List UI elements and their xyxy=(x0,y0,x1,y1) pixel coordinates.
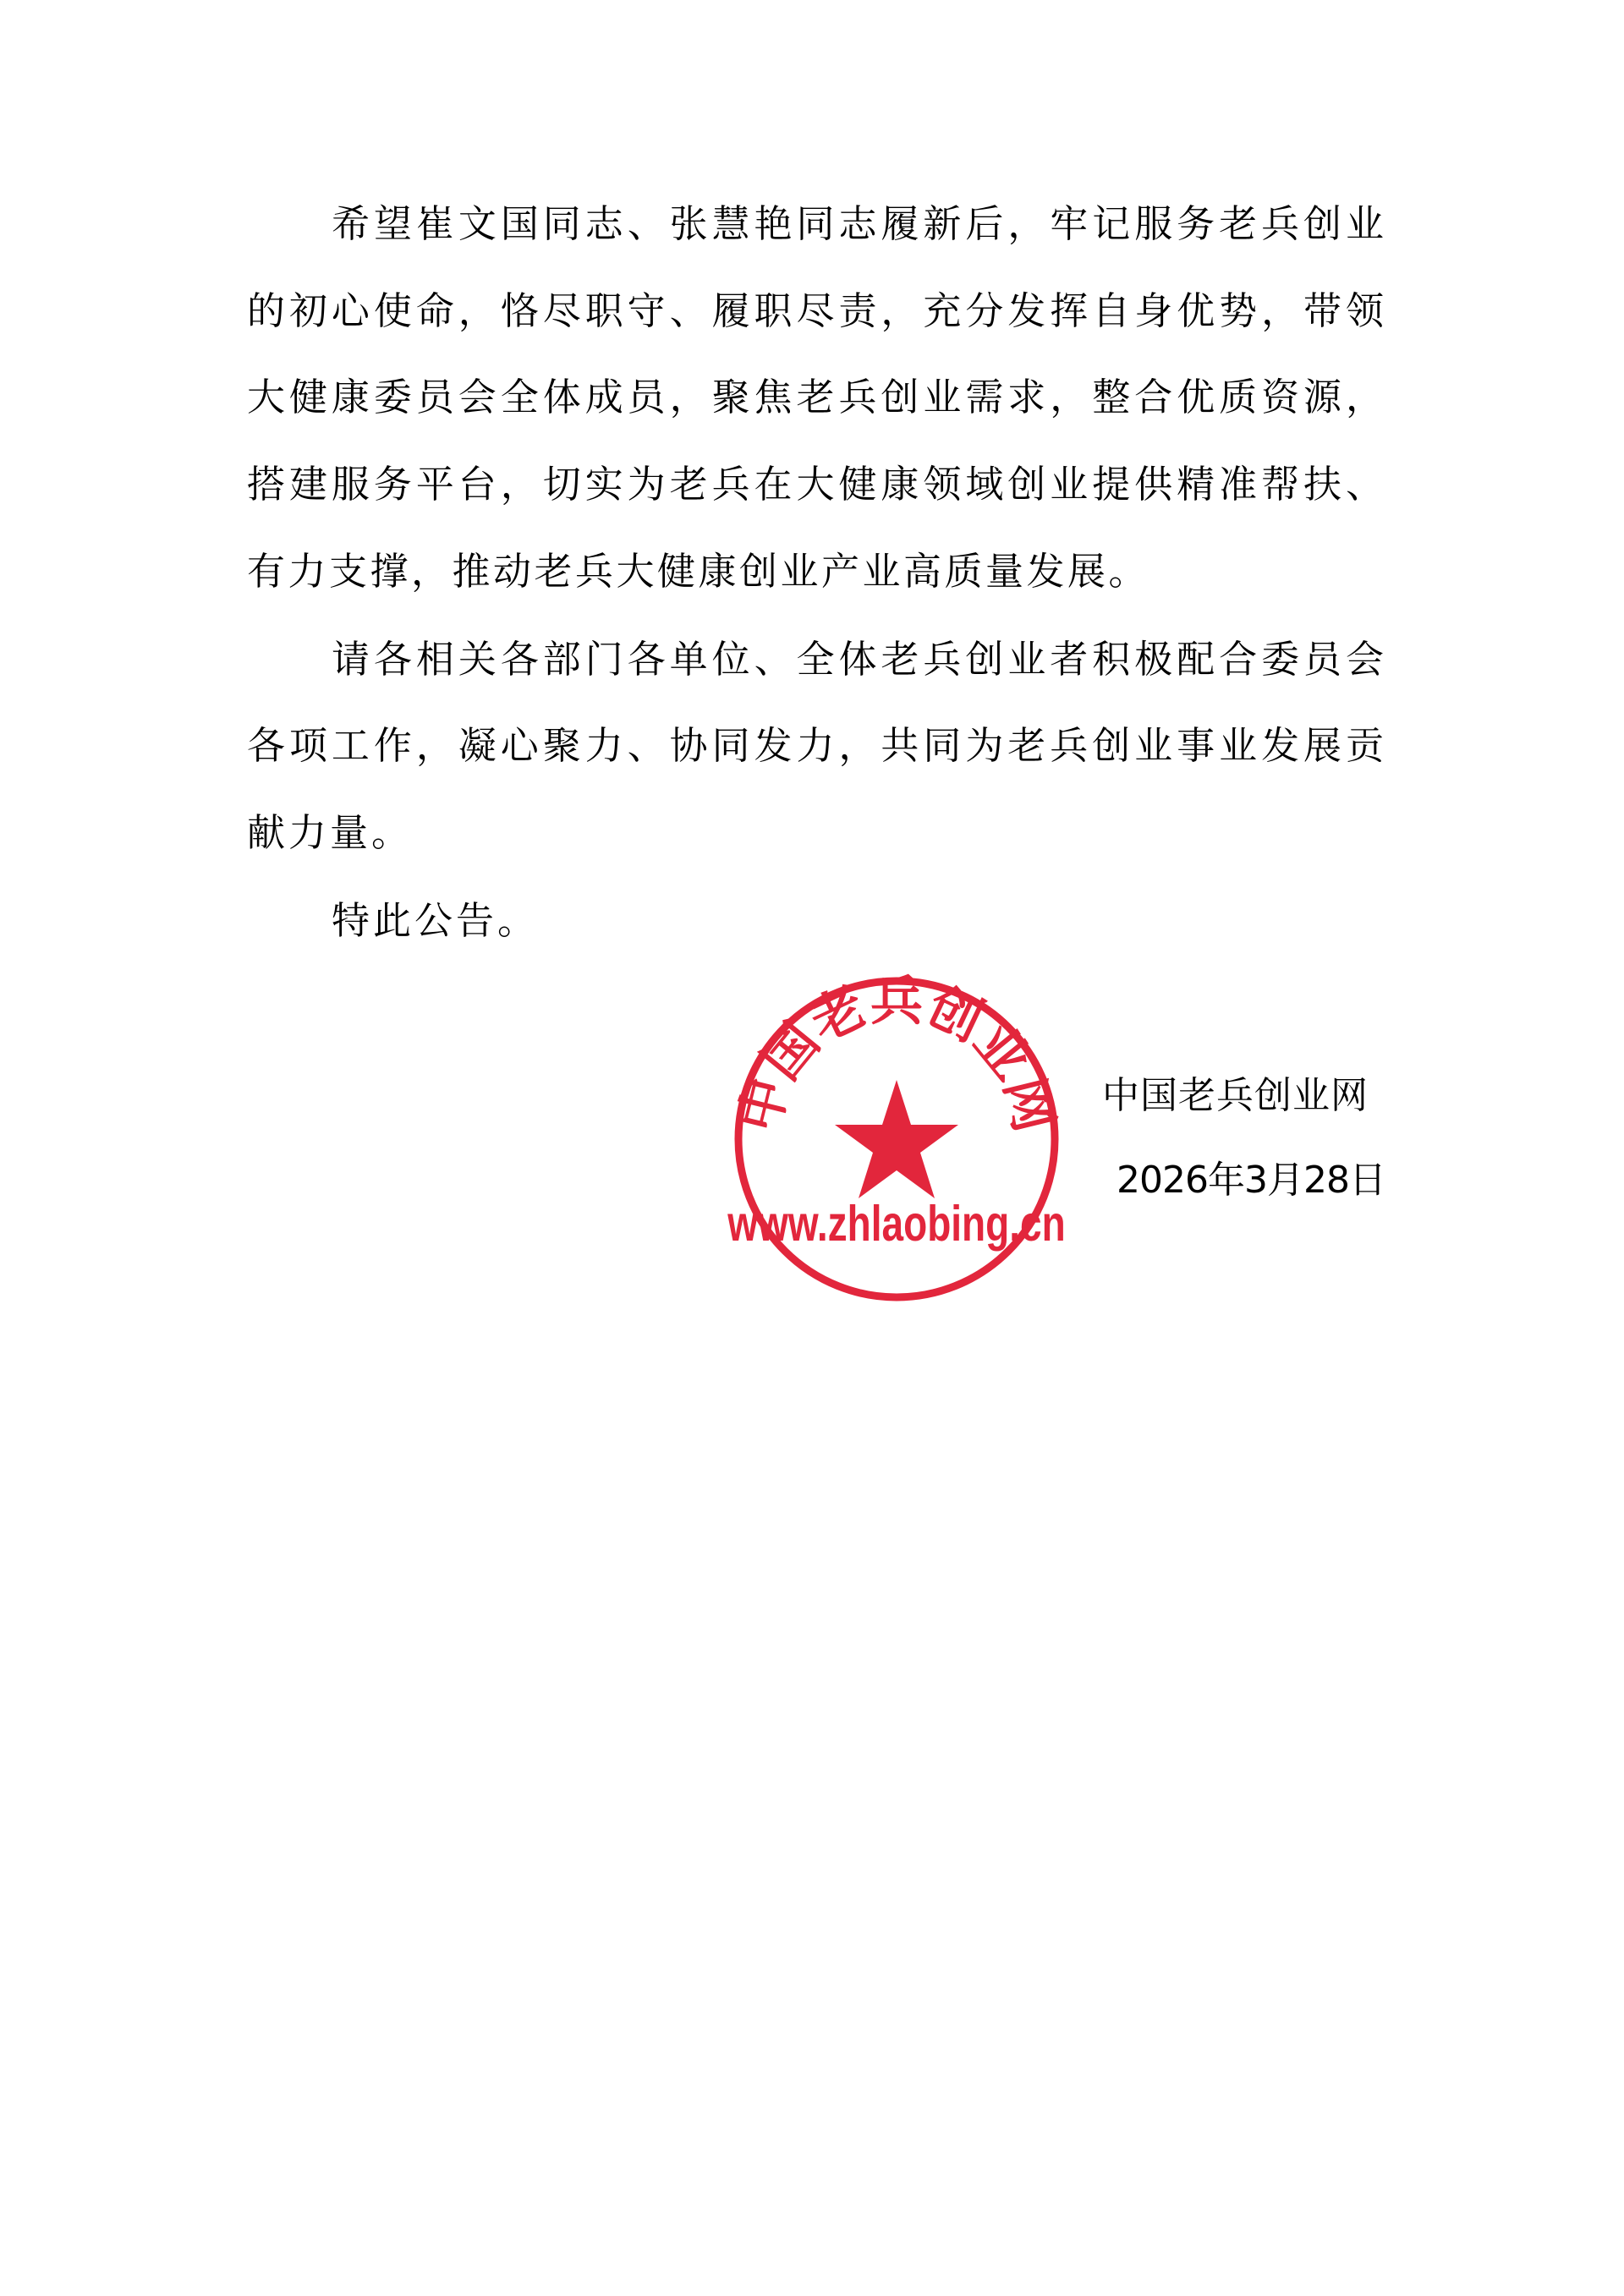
closing-line: 特此公告。 xyxy=(332,898,540,943)
paragraph-1-line-3: 大健康委员会全体成员，聚焦老兵创业需求，整合优质资源， xyxy=(247,375,1384,419)
paragraph-1-line-4: 搭建服务平台，切实为老兵在大健康领域创业提供精准帮扶、 xyxy=(247,462,1384,507)
official-seal xyxy=(727,970,1066,1308)
paragraph-2-line-3: 献力量。 xyxy=(247,810,414,855)
star-icon xyxy=(835,1080,958,1198)
seal-url-text: www.zhlaobing.cn xyxy=(727,1196,1066,1252)
paragraph-1-line-5: 有力支撑，推动老兵大健康创业产业高质量发展。 xyxy=(247,549,1150,594)
paragraph-2-line-2: 各项工作，凝心聚力、协同发力，共同为老兵创业事业发展贡 xyxy=(247,723,1384,768)
paragraph-2-line-1: 请各相关各部门各单位、全体老兵创业者积极配合委员会 xyxy=(332,637,1384,682)
signature-date: 2026年3月28日 xyxy=(1116,1159,1385,1202)
paragraph-1-line-2: 的初心使命，恪尽职守、履职尽责，充分发挥自身优势，带领 xyxy=(247,288,1384,333)
paragraph-1-line-1: 希望崔文国同志、张慧艳同志履新后，牢记服务老兵创业 xyxy=(332,201,1384,246)
seal-ring-text: 中国老兵创业网 xyxy=(727,970,1066,1138)
signature-organization: 中国老兵创业网 xyxy=(1102,1074,1369,1117)
